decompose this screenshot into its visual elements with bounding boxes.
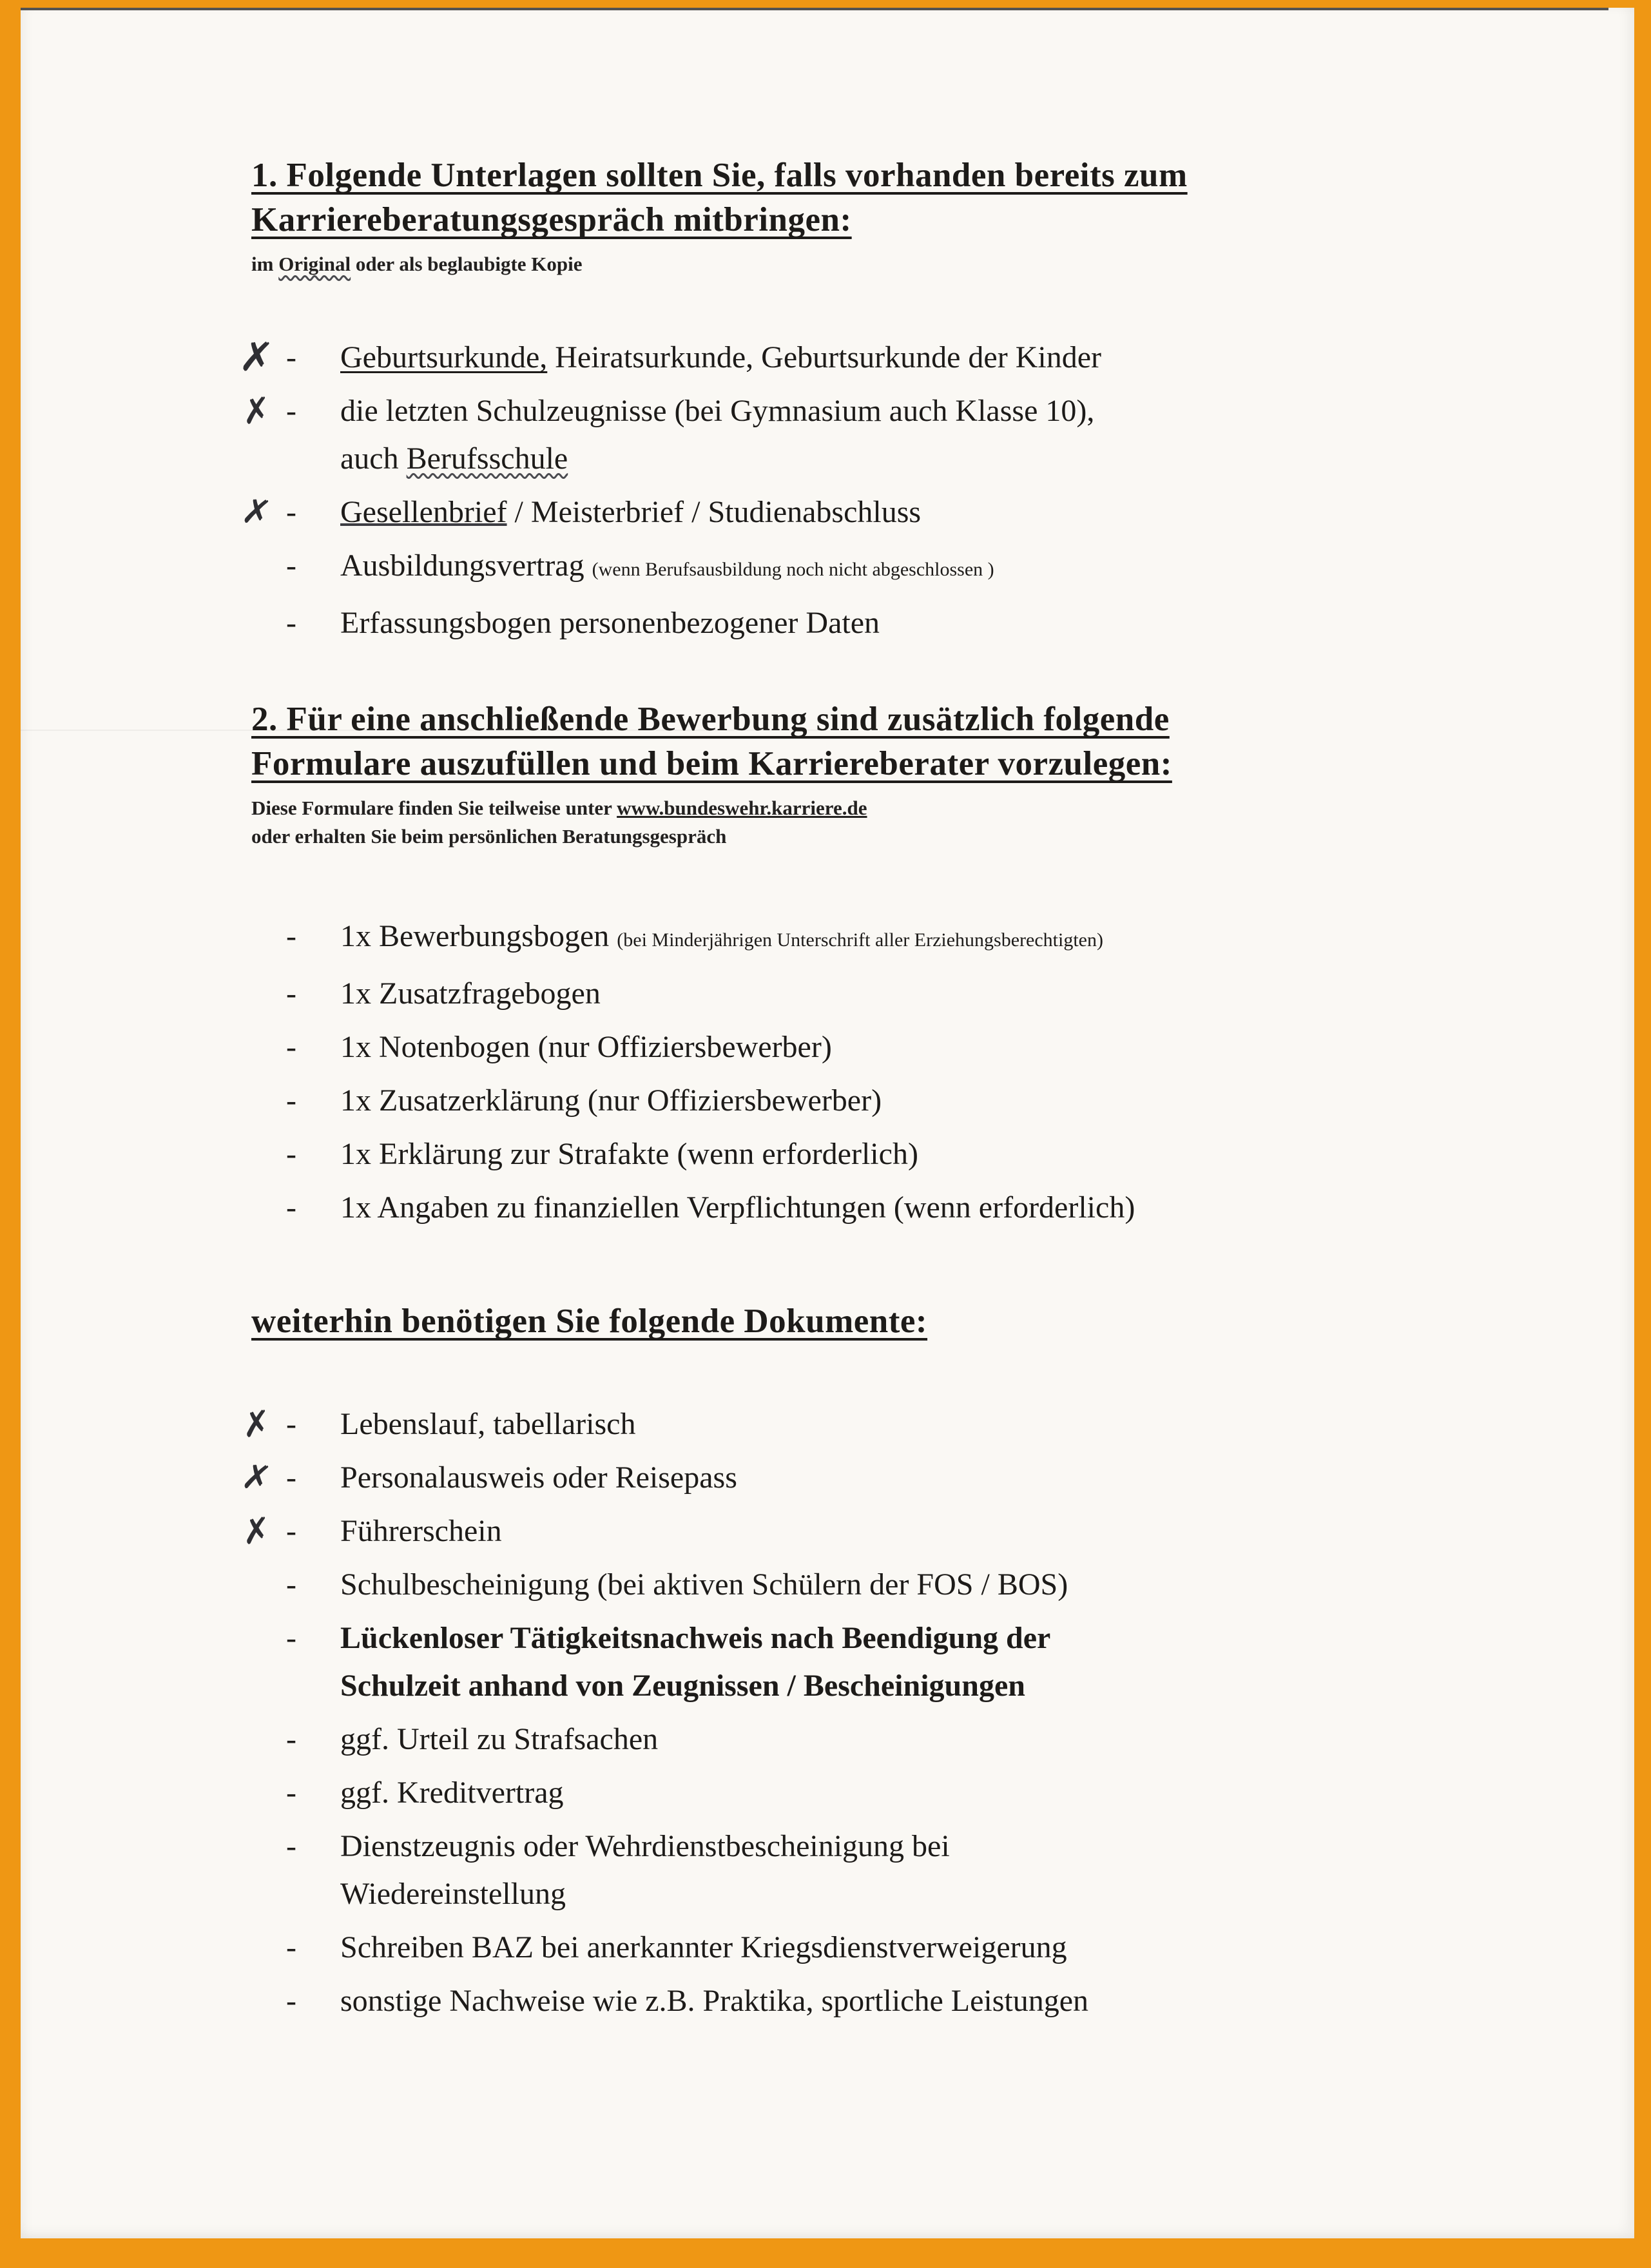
item-text: Führerschein <box>340 1514 502 1548</box>
pen-underlined-word: Original <box>278 253 351 275</box>
list-dash: - <box>286 1829 296 1863</box>
handwritten-x-mark: ✗ <box>238 1455 275 1500</box>
item-text: die letzten Schulzeugnisse (bei Gymnasium auch Klasse 10), <box>340 394 1095 428</box>
list-dash: - <box>286 1514 296 1548</box>
list-item <box>227 599 1557 647</box>
section-2-subnote <box>251 794 1557 851</box>
pen-underlined-word: Berufsschule <box>406 441 568 476</box>
list-item-text <box>340 1023 1423 1071</box>
list-item-text <box>340 1924 1423 1972</box>
item-text: 1x Zusatzfragebogen <box>340 976 601 1011</box>
list-dash: - <box>286 976 296 1011</box>
list-dash: - <box>286 1137 296 1171</box>
x-mark-spacer <box>227 967 285 973</box>
item-text: Erfassungsbogen personenbezogener Daten <box>340 606 880 640</box>
list-item-text <box>340 1130 1423 1178</box>
item-text: ggf. Urteil zu Strafsachen <box>340 1722 659 1756</box>
list-dash: - <box>286 1930 296 1964</box>
list-dash: - <box>286 1460 296 1495</box>
x-mark-spacer <box>227 1074 285 1080</box>
list-item-text <box>340 1184 1423 1232</box>
list-item <box>227 1023 1557 1071</box>
list-item-text <box>340 387 1423 483</box>
item-text: Schulzeit anhand von Zeugnissen / Bescheinigungen <box>340 1669 1025 1703</box>
list-item <box>227 1823 1557 1918</box>
x-mark-spacer <box>227 1611 285 1618</box>
list-dash: - <box>286 1083 296 1118</box>
list-item <box>227 542 1557 594</box>
list-item <box>227 913 1557 964</box>
section-1 <box>237 153 1557 647</box>
x-mark-spacer <box>227 909 285 916</box>
list-dash: - <box>286 1621 296 1655</box>
list-item <box>227 1977 1557 2025</box>
handwritten-x-mark: ✗ <box>240 1402 273 1446</box>
list-item <box>227 1924 1557 1972</box>
list-item-text <box>340 489 1423 536</box>
list-item <box>227 489 1557 536</box>
subnote-text: im <box>251 253 279 275</box>
x-mark-spacer <box>227 1127 285 1134</box>
list-item-text <box>340 1454 1423 1502</box>
x-mark-spacer <box>227 596 285 603</box>
section-3-heading-line1: weiterhin benötigen Sie folgende Dokumente: <box>251 1303 928 1340</box>
list-item-text <box>340 1716 1423 1763</box>
section-1-subnote <box>251 250 1557 278</box>
list-dash: - <box>286 919 296 953</box>
list-item <box>227 1614 1557 1710</box>
section-2-heading <box>251 697 1443 786</box>
list-item <box>227 1454 1557 1502</box>
list-item <box>227 387 1557 483</box>
section-2-heading-line2: Formulare auszufüllen und beim Karriereberater vorzulegen: <box>251 745 1172 782</box>
list-item <box>227 970 1557 1018</box>
section-2-heading-line1: 2. Für eine anschließende Bewerbung sind zusätzlich folgende <box>251 701 1170 738</box>
x-mark-spacer <box>227 1766 285 1772</box>
section-2 <box>251 697 1557 1232</box>
item-text: Ausbildungsvertrag <box>340 548 592 583</box>
x-mark-spacer <box>227 1020 285 1027</box>
list-dash: - <box>286 495 296 529</box>
item-text: Dienstzeugnis oder Wehrdienstbescheinigung bei <box>340 1829 950 1863</box>
item-text: / Meisterbrief / Studienabschluss <box>507 495 922 529</box>
list-item <box>227 1401 1557 1448</box>
list-dash: - <box>286 1407 296 1441</box>
list-item <box>227 1130 1557 1178</box>
handwritten-x-mark: ✗ <box>240 389 273 433</box>
section-2-list <box>251 913 1557 1232</box>
list-item-text <box>340 334 1423 382</box>
subnote-text: oder erhalten Sie beim persönlichen Beratungsgespräch <box>251 825 727 848</box>
x-mark-spacer <box>227 1558 285 1564</box>
list-item <box>227 1716 1557 1763</box>
item-text: Lebenslauf, tabellarisch <box>340 1407 636 1441</box>
item-text: Personalausweis oder Reisepass <box>340 1460 737 1495</box>
item-text: sonstige Nachweise wie z.B. Praktika, sportliche Leistungen <box>340 1984 1089 2018</box>
item-small-text: (bei Minderjährigen Unterschrift aller Erziehungsberechtigten) <box>617 929 1103 951</box>
paper <box>21 8 1634 2238</box>
x-mark-spacer <box>227 1819 285 1826</box>
handwritten-x-mark: ✗ <box>238 489 275 535</box>
list-item-text <box>340 1401 1423 1448</box>
item-text: 1x Angaben zu finanziellen Verpflichtungen (wenn erforderlich) <box>340 1190 1135 1225</box>
section-1-heading-line1: 1. Folgende Unterlagen sollten Sie, falls vorhanden bereits zum <box>251 157 1188 194</box>
list-item-text <box>340 1977 1423 2025</box>
section-3-list <box>238 1401 1557 2025</box>
list-item-text <box>340 913 1423 964</box>
list-item-text <box>340 1769 1423 1817</box>
item-text: ggf. Kreditvertrag <box>340 1776 564 1810</box>
list-item <box>227 1561 1557 1609</box>
list-item-text <box>340 1507 1423 1555</box>
item-text: 1x Notenbogen (nur Offiziersbewerber) <box>340 1030 832 1064</box>
item-text: Heiratsurkunde, Geburtsurkunde der Kinder <box>547 340 1101 374</box>
x-mark-spacer <box>227 1921 285 1927</box>
list-dash: - <box>286 1190 296 1225</box>
list-dash: - <box>286 340 296 374</box>
item-text: Lückenloser Tätigkeitsnachweis nach Beendigung der <box>340 1621 1051 1655</box>
list-dash: - <box>286 394 296 428</box>
section-3-heading <box>251 1299 927 1344</box>
list-dash: - <box>286 1030 296 1064</box>
item-text: 1x Zusatzerklärung (nur Offiziersbewerber) <box>340 1083 882 1118</box>
section-1-list <box>237 333 1557 647</box>
list-dash: - <box>286 1776 296 1810</box>
list-dash: - <box>286 1984 296 2018</box>
list-dash: - <box>286 548 296 583</box>
list-item-text <box>340 970 1423 1018</box>
list-item-text <box>340 1561 1423 1609</box>
list-dash: - <box>286 606 296 640</box>
printed-url: www.bundeswehr.karriere.de <box>617 797 867 819</box>
list-item-text <box>340 1077 1423 1125</box>
list-item <box>227 334 1557 382</box>
item-text: Wiedereinstellung <box>340 1877 566 1911</box>
item-text: Schreiben BAZ bei anerkannter Kriegsdienstverweigerung <box>340 1930 1067 1964</box>
list-dash: - <box>286 1722 296 1756</box>
handwritten-x-mark: ✗ <box>237 333 276 383</box>
subnote-text: Diese Formulare finden Sie teilweise unter <box>251 797 617 819</box>
x-mark-spacer <box>227 1181 285 1187</box>
x-mark-spacer <box>227 1974 285 1981</box>
handwritten-x-mark: ✗ <box>240 1509 273 1553</box>
underlined-word: Geburtsurkunde, <box>340 340 548 374</box>
list-item <box>227 1184 1557 1232</box>
list-item-text <box>340 542 1423 594</box>
item-text: auch <box>340 441 407 476</box>
x-mark-spacer <box>227 1712 285 1719</box>
list-item <box>227 1077 1557 1125</box>
section-1-heading <box>251 153 1443 242</box>
list-item <box>227 1769 1557 1817</box>
subnote-text: oder als beglaubigte Kopie <box>351 253 583 275</box>
item-text: 1x Erklärung zur Strafakte (wenn erforderlich) <box>340 1137 918 1171</box>
section-3 <box>238 1237 1557 2025</box>
list-item-text <box>340 599 1423 647</box>
list-item-text-bold <box>340 1614 1423 1710</box>
list-item <box>227 1507 1557 1555</box>
list-dash: - <box>286 1567 296 1602</box>
list-item-text <box>340 1823 1423 1918</box>
item-text: Schulbescheinigung (bei aktiven Schülern der FOS / BOS) <box>340 1567 1068 1602</box>
pen-underlined-word: Gesellenbrief <box>340 495 507 529</box>
item-small-text: (wenn Berufsausbildung noch nicht abgeschlossen ) <box>592 559 994 580</box>
item-text: 1x Bewerbungsbogen <box>340 919 617 953</box>
section-1-heading-line2: Karriereberatungsgespräch mitbringen: <box>251 201 852 238</box>
document-content <box>21 8 1634 2025</box>
